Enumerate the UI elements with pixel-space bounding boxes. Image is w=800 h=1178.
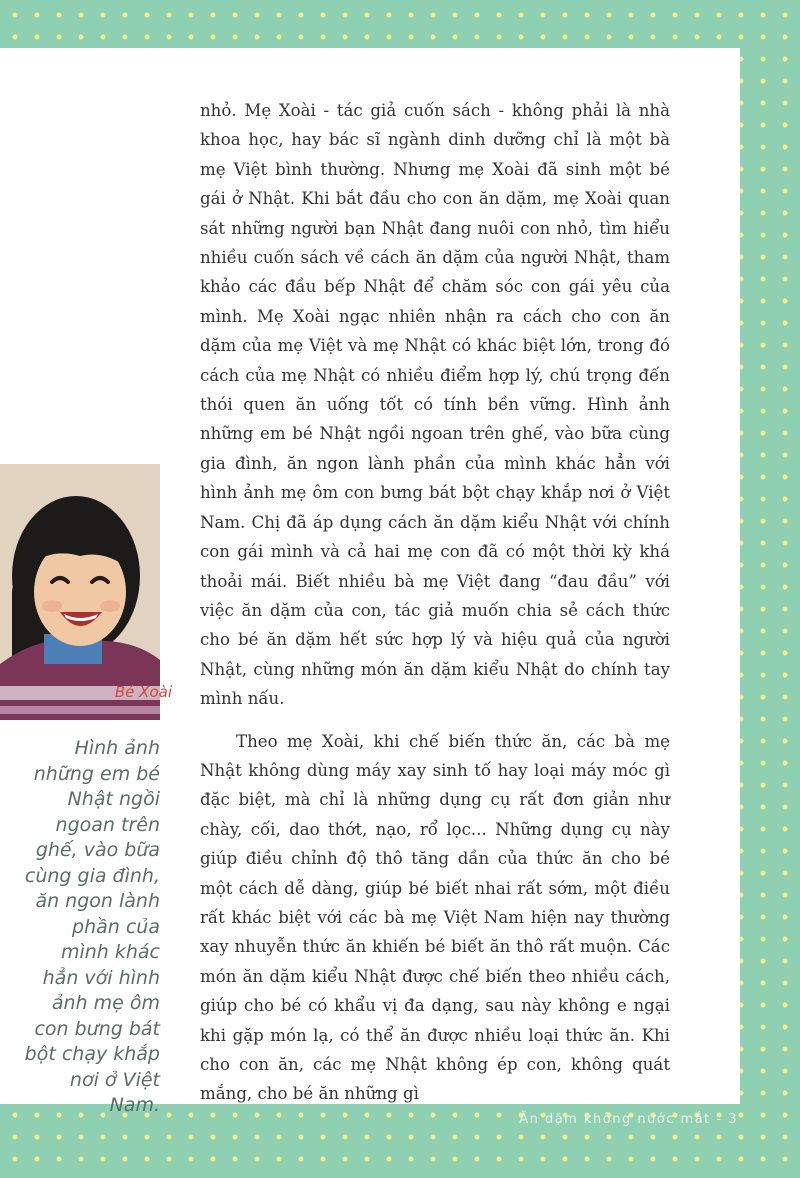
body-paragraph-2: Theo mẹ Xoài, khi chế biến thức ăn, các bà mẹ Nhật không dùng máy xay sinh tố hay loại máy móc gì đặc biệt, mà chỉ là những dụng cụ rất đơn giản như chày, cối, dao thớt, nạo, rổ lọc... Những dụng cụ này giúp điều chỉnh độ thô tăng dần của thức ăn cho bé một cách dễ dàng, giúp bé biết nhai rất sớm, một điều rất khác biệt với các bà mẹ Việt Nam hiện nay thường xay nhuyễn thức ăn khiến bé biết ăn thô rất muộn. Các món ăn dặm kiểu Nhật được chế biến theo nhiều cách, giúp cho bé có khẩu vị đa dạng, sau này không e ngại khi gặp món lạ, có thể ăn được nhiều loại thức ăn. Khi cho con ăn, các mẹ Nhật không ép con, không quát mắng, cho bé ăn những gì — [200, 731, 670, 1104]
body-paragraph-1: nhỏ. Mẹ Xoài - tác giả cuốn sách - không phải là nhà khoa học, hay bác sĩ ngành dinh dưỡng chỉ là một bà mẹ Việt bình thường. Nhưng mẹ Xoài đã sinh một bé gái ở Nhật. Khi bắt đầu cho con ăn dặm, mẹ Xoài quan sát những người bạn Nhật đang nuôi con nhỏ, tìm hiểu nhiều cuốn sách về cách ăn dặm của người Nhật, tham khảo các đầu bếp Nhật để chăm sóc con gái yêu của mình. Mẹ Xoài ngạc nhiên nhận ra cách cho con ăn dặm của mẹ Việt và mẹ Nhật có khác biệt lớn, trong đó cách của mẹ Nhật có nhiều điểm hợp lý, chú trọng đến thói quen ăn uống tốt có tính bền vững. Hình ảnh những em bé Nhật ngồi ngoan trên ghế, vào bữa cùng gia đình, ăn ngon lành phần của mình khác hẳn với hình ảnh mẹ ôm con bưng bát bột chạy khắp nơi ở Việt Nam. Chị đã áp dụng cách ăn dặm kiểu Nhật với chính con gái mình và cả hai mẹ con đã có một thời kỳ khá thoải mái. Biết nhiều bà mẹ Việt đang “đau đầu” với việc ăn dặm của con, tác giả muốn chia sẻ cách thức cho bé ăn dặm hết sức hợp lý và hiệu quả của người Nhật, cùng những món ăn dặm kiểu Nhật do chính tay mình nấu. — [200, 101, 670, 709]
photo-caption: Bé Xoài — [114, 683, 172, 701]
page-sheet — [0, 48, 740, 1116]
body-text — [200, 96, 670, 1109]
child-photo — [0, 464, 160, 720]
pull-quote: Hình ảnh những em bé Nhật ngồi ngoan trên ghế, vào bữa cùng gia đình, ăn ngon lành phần của mình khác hẳn với hình ảnh mẹ ôm con bưng bát bột chạy khắp nơi ở Việt Nam. — [24, 737, 160, 1116]
page-footer: Ăn dặm không nước mắt - 3 — [519, 1112, 738, 1127]
